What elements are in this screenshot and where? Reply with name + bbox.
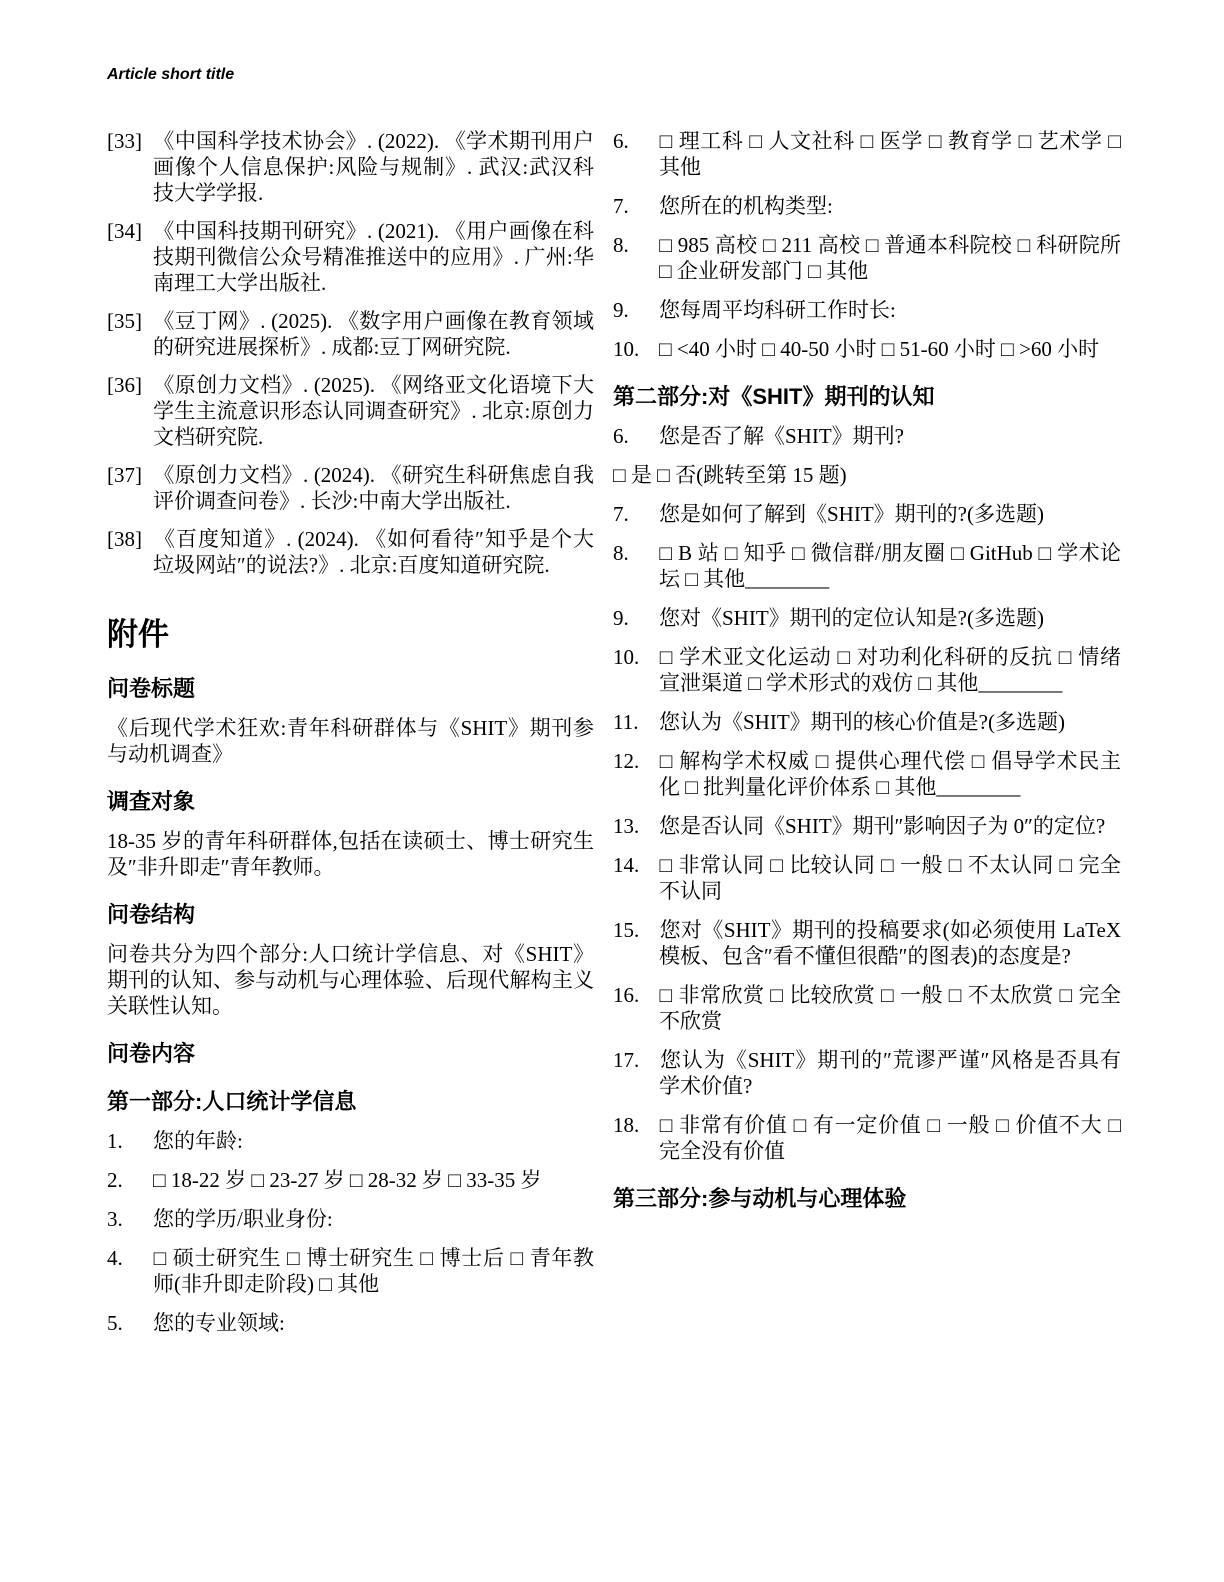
question-item-q6 (613, 423, 1121, 449)
question-text: 您对《SHIT》期刊的投稿要求(如必须使用 LaTeX 模板、包含″看不懂但很酷″的图表)的态度是? (659, 918, 1121, 968)
question-text: 您的学历/职业身份: (153, 1207, 333, 1231)
reference-entry (107, 218, 594, 296)
survey-title-heading: 问卷标题 (107, 676, 196, 701)
question-item (613, 193, 1121, 219)
question-text: □ B 站 □ 知乎 □ 微信群/朋友圈 □ GitHub □ 学术论坛 □ 其他________ (659, 541, 1121, 591)
question-number: 5. (107, 1311, 123, 1335)
part2-questions (613, 501, 1121, 1164)
content-heading: 问卷内容 (107, 1041, 196, 1066)
reference-text: 《豆丁网》. (2025). 《数字用户画像在教育领域的研究进展探析》. 成都:豆丁网研究院. (153, 309, 594, 359)
question-number: 4. (107, 1246, 123, 1270)
question-number: 10. (613, 337, 640, 361)
question-number: 17. (613, 1048, 640, 1072)
reference-text: 《中国科学技术协会》. (2022). 《学术期刊用户画像个人信息保护:风险与规制》. 武汉:武汉科技大学学报. (153, 129, 594, 205)
reference-text: 《原创力文档》. (2024). 《研究生科研焦虑自我评价调查问卷》. 长沙:中南大学出版社. (153, 463, 594, 513)
question-item (613, 1047, 1121, 1099)
question-number: 16. (613, 983, 640, 1007)
appendix-title: 附件 (107, 617, 169, 652)
target-heading: 调查对象 (107, 789, 196, 814)
reference-entry (107, 462, 594, 514)
question-text: 您每周平均科研工作时长: (659, 298, 896, 322)
structure-text: 问卷共分为四个部分:人口统计学信息、对《SHIT》期刊的认知、参与动机与心理体验、后现代解构主义关联性认知。 (107, 942, 594, 1018)
question-item (613, 605, 1121, 631)
target-text: 18-35 岁的青年科研群体,包括在读硕士、博士研究生及″非升即走″青年教师。 (107, 829, 594, 879)
question-text: □ 硕士研究生 □ 博士研究生 □ 博士后 □ 青年教师(非升即走阶段) □ 其他 (153, 1246, 594, 1296)
question-number: 13. (613, 814, 640, 838)
question-item (613, 644, 1121, 696)
question-item (107, 1206, 594, 1232)
question-number: 7. (613, 502, 629, 526)
question-text: □ 解构学术权威 □ 提供心理代偿 □ 倡导学术民主化 □ 批判量化评价体系 □ 其他________ (659, 749, 1121, 799)
question-text: □ 非常有价值 □ 有一定价值 □ 一般 □ 价值不大 □ 完全没有价值 (659, 1113, 1121, 1163)
question-number: 6. (613, 424, 629, 448)
question-text: □ 非常欣赏 □ 比较欣赏 □ 一般 □ 不太欣赏 □ 完全不欣赏 (659, 983, 1121, 1033)
question-item (613, 852, 1121, 904)
reference-list (107, 128, 594, 578)
reference-label: [36] (107, 373, 142, 397)
right-column (613, 128, 1121, 1225)
question-text: 您是否了解《SHIT》期刊? (659, 424, 904, 448)
question-item (613, 297, 1121, 323)
question-text: 您认为《SHIT》期刊的核心价值是?(多选题) (659, 710, 1065, 734)
survey-title-text: 《后现代学术狂欢:青年科研群体与《SHIT》期刊参与动机调查》 (107, 716, 594, 766)
question-item (613, 336, 1121, 362)
part1-questions-left (107, 1128, 594, 1336)
question-number: 14. (613, 853, 640, 877)
reference-label: [38] (107, 527, 142, 551)
question-text: 您认为《SHIT》期刊的″荒谬严谨″风格是否具有学术价值? (659, 1048, 1121, 1098)
question-number: 8. (613, 541, 629, 565)
question-text: □ 学术亚文化运动 □ 对功利化科研的反抗 □ 情绪宣泄渠道 □ 学术形式的戏仿 □ 其他________ (659, 645, 1121, 695)
question-item (613, 232, 1121, 284)
question-item (613, 1112, 1121, 1164)
question-number: 11. (613, 710, 639, 734)
part3-heading: 第三部分:参与动机与心理体验 (613, 1186, 907, 1211)
question-text: 您是如何了解到《SHIT》期刊的?(多选题) (659, 502, 1044, 526)
question-item (613, 748, 1121, 800)
part1-questions-right (613, 128, 1121, 362)
reference-text: 《原创力文档》. (2025). 《网络亚文化语境下大学生主流意识形态认同调查研究》. 北京:原创力文档研究院. (153, 373, 594, 449)
question-text: 您所在的机构类型: (659, 194, 833, 218)
question-text: 您对《SHIT》期刊的定位认知是?(多选题) (659, 606, 1044, 630)
question-item (613, 128, 1121, 180)
question-item (613, 813, 1121, 839)
part1-heading: 第一部分:人口统计学信息 (107, 1089, 357, 1114)
question-item (613, 501, 1121, 527)
question-number: 18. (613, 1113, 640, 1137)
reference-entry (107, 372, 594, 450)
question-item (107, 1310, 594, 1336)
question-number: 2. (107, 1168, 123, 1192)
question-text: 您的年龄: (153, 1129, 243, 1153)
question-text: □ <40 小时 □ 40-50 小时 □ 51-60 小时 □ >60 小时 (659, 337, 1100, 361)
reference-label: [35] (107, 309, 142, 333)
question-item (613, 540, 1121, 592)
question-item (613, 709, 1121, 735)
question-text: □ 985 高校 □ 211 高校 □ 普通本科院校 □ 科研院所 □ 企业研发部门 □ 其他 (659, 233, 1121, 283)
question-number: 8. (613, 233, 629, 257)
left-column (107, 128, 594, 1349)
structure-heading: 问卷结构 (107, 902, 196, 927)
reference-label: [33] (107, 129, 142, 153)
question-item (613, 917, 1121, 969)
question-item (107, 1128, 594, 1154)
skip-instruction-line: □ 是 □ 否(跳转至第 15 题) (613, 463, 847, 487)
part2-heading: 第二部分:对《SHIT》期刊的认知 (613, 384, 935, 409)
running-head: Article short title (107, 66, 235, 83)
question-item (613, 982, 1121, 1034)
question-text: 您的专业领域: (153, 1311, 285, 1335)
reference-entry (107, 128, 594, 206)
question-number: 9. (613, 298, 629, 322)
reference-label: [37] (107, 463, 142, 487)
reference-label: [34] (107, 219, 142, 243)
question-item (107, 1167, 594, 1193)
question-item (107, 1245, 594, 1297)
question-number: 10. (613, 645, 640, 669)
reference-text: 《百度知道》. (2024). 《如何看待″知乎是个大垃圾网站″的说法?》. 北京:百度知道研究院. (153, 527, 594, 577)
question-number: 7. (613, 194, 629, 218)
question-number: 1. (107, 1129, 123, 1153)
question-number: 9. (613, 606, 629, 630)
reference-entry (107, 526, 594, 578)
reference-text: 《中国科技期刊研究》. (2021). 《用户画像在科技期刊微信公众号精准推送中的应用》. 广州:华南理工大学出版社. (153, 219, 594, 295)
question-number: 15. (613, 918, 640, 942)
question-number: 12. (613, 749, 640, 773)
reference-entry (107, 308, 594, 360)
question-number: 6. (613, 129, 629, 153)
question-text: □ 18-22 岁 □ 23-27 岁 □ 28-32 岁 □ 33-35 岁 (153, 1168, 542, 1192)
question-number: 3. (107, 1207, 123, 1231)
question-text: □ 理工科 □ 人文社科 □ 医学 □ 教育学 □ 艺术学 □ 其他 (659, 129, 1121, 179)
question-text: 您是否认同《SHIT》期刊″影响因子为 0″的定位? (659, 814, 1106, 838)
question-text: □ 非常认同 □ 比较认同 □ 一般 □ 不太认同 □ 完全不认同 (659, 853, 1121, 903)
